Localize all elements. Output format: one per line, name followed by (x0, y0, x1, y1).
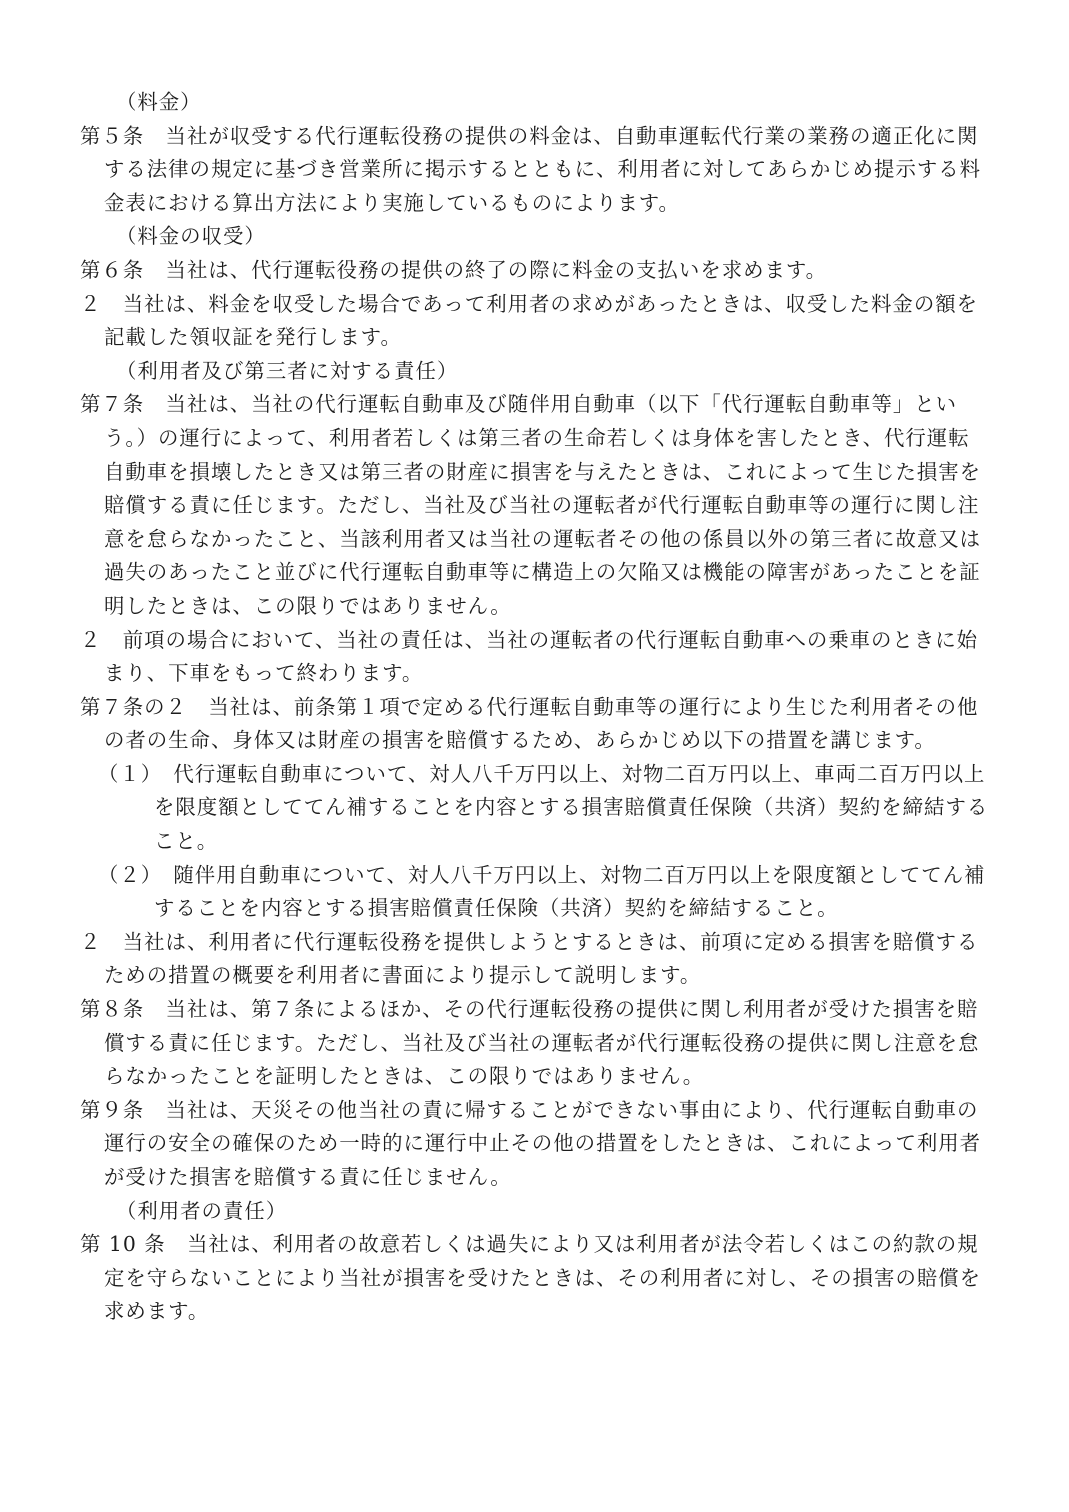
article-6-paragraph-2: ２ 当社は、料金を収受した場合であって利用者の求めがあったときは、収受した料金の額を記載した領収証を発行します。 (80, 291, 978, 350)
article-7-no-2: 第７条の２ 当社は、前条第１項で定める代行運転自動車等の運行により生じた利用者その他の者の生命、身体又は財産の損害を賠償するため、あらかじめ以下の措置を講じます。 (80, 694, 979, 753)
caption-fee: （料金） (116, 90, 202, 114)
article-7-paragraph-2: ２ 前項の場合において、当社の責任は、当社の運転者の代行運転自動車への乗車のときに始まり、下車をもって終わります。 (80, 627, 978, 686)
article-7-no-2-paragraph-2: ２ 当社は、利用者に代行運転役務を提供しようとするときは、前項に定める損害を賠償するための措置の概要を利用者に書面により提示して説明します。 (80, 929, 979, 988)
article-8: 第８条 当社は、第７条によるほか、その代行運転役務の提供に関し利用者が受けた損害を賠償する責に任じます。ただし、当社及び当社の運転者が代行運転役務の提供に関し注意を怠らなかったことを証明したときは、この限りではありません。 (80, 997, 980, 1089)
article-10: 第 10 条 当社は、利用者の故意若しくは過失により又は利用者が法令若しくはこの約款の規定を守らないことにより当社が損害を受けたときは、その利用者に対し、その損害の賠償を求めます。 (80, 1232, 982, 1324)
article-9: 第９条 当社は、天災その他当社の責に帰することができない事由により、代行運転自動車の運行の安全の確保のため一時的に運行中止その他の措置をしたときは、これによって利用者が受けた損害を賠償する責に任じません。 (80, 1097, 982, 1189)
document-page (80, 86, 990, 1329)
caption-liability: （利用者及び第三者に対する責任） (116, 358, 459, 383)
article-5: 第５条 当社が収受する代行運転役務の提供の料金は、自動車運転代行業の業務の適正化に関する法律の規定に基づき営業所に掲示するとともに、利用者に対してあらかじめ提示する料金表における算出方法により実施しているものによります。 (80, 123, 982, 215)
article-7-no-2-item-1: （１） 代行運転自動車について、対人八千万円以上、対物二百万円以上、車両二百万円以上を限度額としててん補することを内容とする損害賠償責任保険（共済）契約を締結すること。 (98, 761, 989, 854)
article-6: 第６条 当社は、代行運転役務の提供の終了の際に料金の支払いを求めます。 (80, 257, 828, 282)
caption-fee-receipt: （料金の収受） (116, 224, 266, 249)
article-7: 第７条 当社は、当社の代行運転自動車及び随伴用自動車（以下「代行運転自動車等」という。）の運行によって、利用者若しくは第三者の生命若しくは身体を害したとき、代行運転自動車を損壊したとき又は第三者の財産に損害を与えたときは、これによって生じた損害を賠償する責に任じます。ただし、当社及び当社の運転者が代行運転自動車等の運行に関し注意を怠らなかったこと、当該利用者又は当社の運転者その他の係員以外の第三者に故意又は過失のあったこと並びに代行運転自動車等に構造上の欠陥又は機能の障害があったことを証明したときは、この限りではありません。 (80, 392, 982, 618)
caption-user-liability: （利用者の責任） (116, 1198, 288, 1223)
article-7-no-2-item-2: （２） 随伴用自動車について、対人八千万円以上、対物二百万円以上を限度額としててん補することを内容とする損害賠償責任保険（共済）契約を締結すること。 (98, 862, 986, 921)
